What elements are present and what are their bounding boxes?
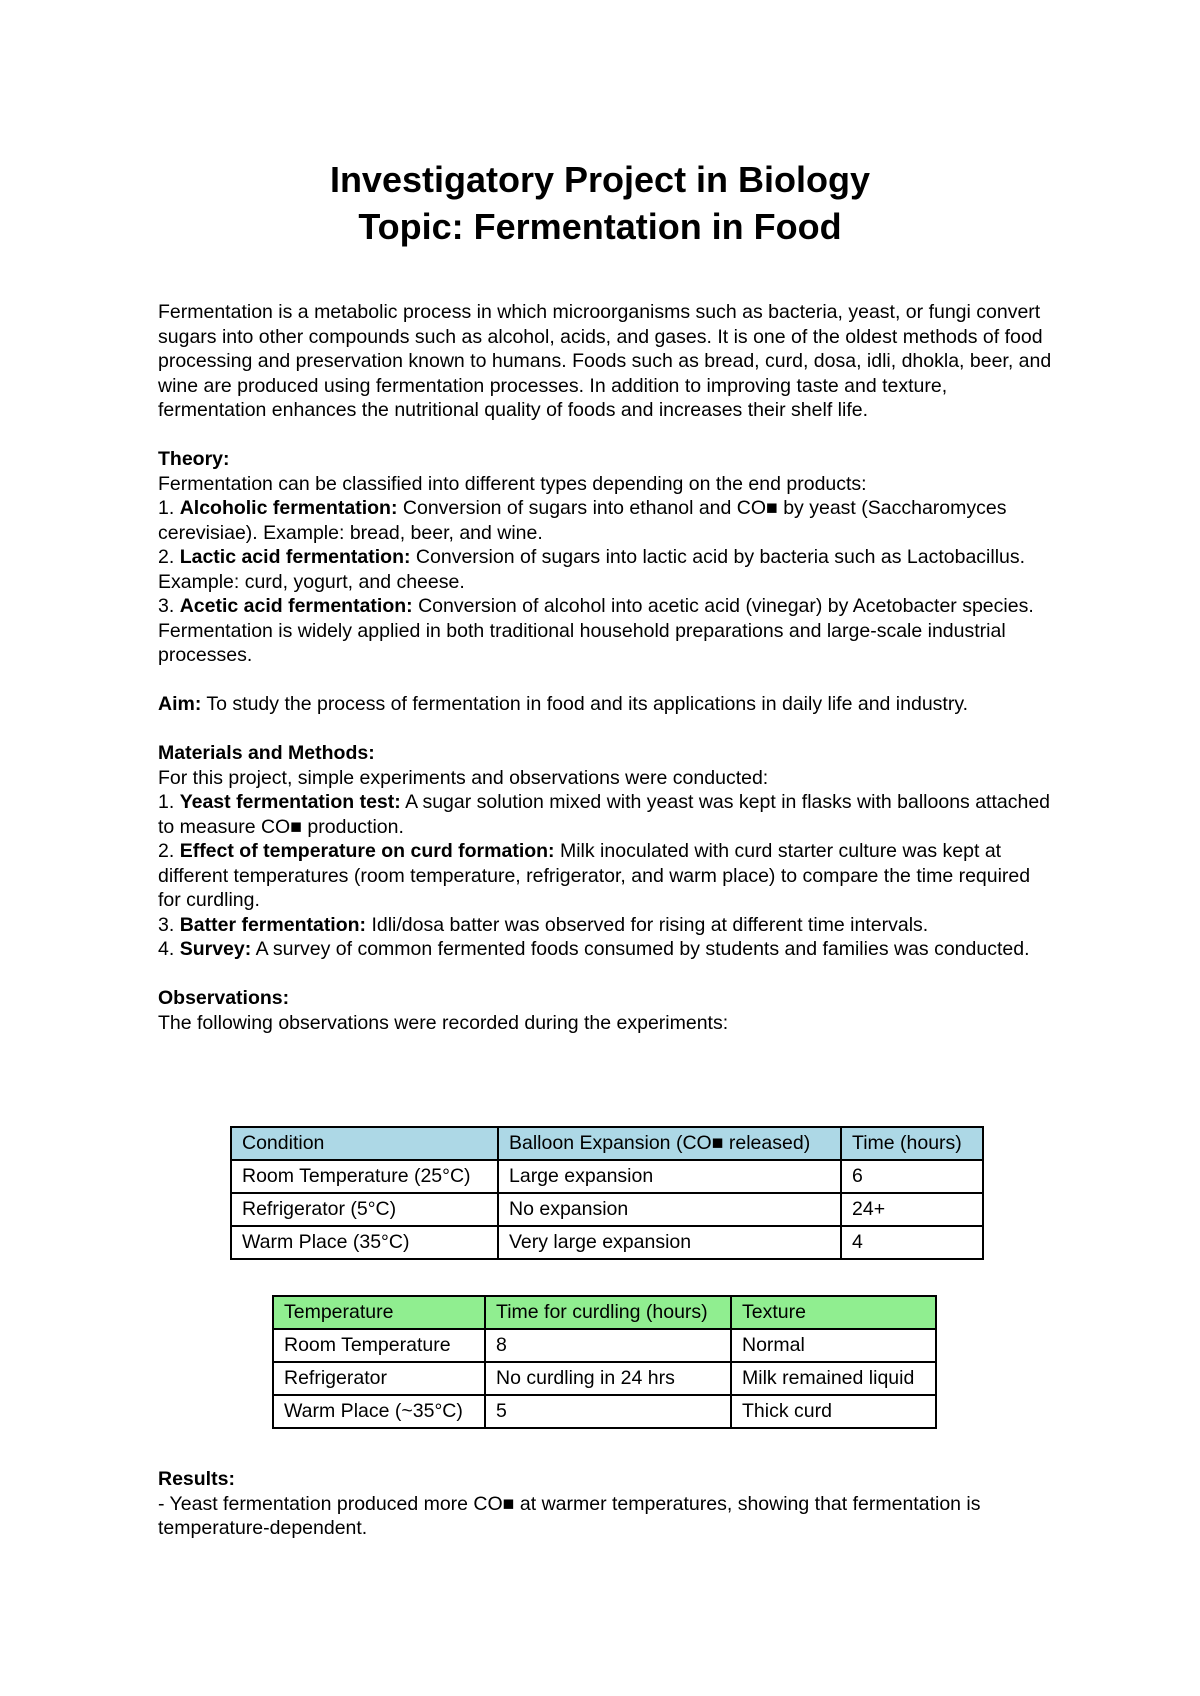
item-term: Effect of temperature on curd formation: — [179, 840, 555, 862]
table-cell: Milk remained liquid — [731, 1362, 936, 1395]
item-number: 3. — [158, 913, 180, 936]
methods-lead: For this project, simple experiments and observations were conducted: — [158, 766, 769, 789]
header-cell: Temperature — [273, 1296, 485, 1329]
methods-item — [158, 839, 1058, 913]
table-cell: 6 — [841, 1160, 983, 1193]
observations-lead: The following observations were recorded during the experiments: — [158, 1011, 729, 1034]
balloon-expansion-table — [230, 1126, 984, 1260]
table-header-row — [231, 1127, 983, 1160]
table-row — [231, 1226, 983, 1259]
item-text: A sugar solution mixed with yeast was kept in flasks with balloons attached to measure CO■ production. — [158, 791, 1051, 838]
theory-item — [158, 496, 1058, 545]
methods-item — [158, 790, 1058, 839]
results-item: - Yeast fermentation produced more CO■ at warmer temperatures, showing that fermentation is temperature-dependent. — [158, 1492, 981, 1539]
item-text: Idli/dosa batter was observed for rising at different time intervals. — [366, 913, 929, 936]
item-term: Acetic acid fermentation: — [179, 595, 413, 617]
table-row — [273, 1395, 936, 1428]
table-cell: 5 — [485, 1395, 731, 1428]
item-number: 2. — [158, 546, 180, 568]
table-cell: 24+ — [841, 1193, 983, 1226]
aim-text: To study the process of fermentation in food and its applications in daily life and industry. — [201, 693, 969, 715]
aim-line — [158, 692, 1058, 717]
header-cell: Balloon Expansion (CO■ released) — [498, 1127, 841, 1160]
theory-lead: Fermentation can be classified into different types depending on the end products: — [158, 472, 867, 495]
theory-heading: Theory: — [158, 448, 230, 470]
aim-label: Aim: — [158, 693, 202, 715]
table-cell: Large expansion — [498, 1160, 841, 1193]
table-cell: Very large expansion — [498, 1226, 841, 1259]
theory-item — [158, 545, 1058, 594]
table-cell: Refrigerator (5°C) — [231, 1193, 498, 1226]
header-cell: Condition — [231, 1127, 498, 1160]
item-term: Alcoholic fermentation: — [179, 497, 398, 519]
item-text: Conversion of sugars into lactic acid by bacteria such as Lactobacillus. Example: curd, yogurt, and cheese. — [158, 546, 1026, 593]
curd-formation-table — [272, 1295, 937, 1429]
table-row — [231, 1160, 983, 1193]
table-cell: Thick curd — [731, 1395, 936, 1428]
results-section — [158, 1467, 1058, 1541]
item-term: Batter fermentation: — [179, 913, 367, 936]
table-row — [273, 1362, 936, 1395]
table-cell: Warm Place (~35°C) — [273, 1395, 485, 1428]
table-cell: 8 — [485, 1329, 731, 1362]
item-number: 1. — [158, 791, 180, 813]
item-term: Survey: — [179, 938, 252, 960]
item-number: 2. — [158, 840, 180, 862]
table-cell: No curdling in 24 hrs — [485, 1362, 731, 1395]
table-cell: Refrigerator — [273, 1362, 485, 1395]
results-heading: Results: — [158, 1468, 235, 1490]
table-cell: No expansion — [498, 1193, 841, 1226]
item-number: 1. — [158, 497, 180, 519]
header-cell: Time for curdling (hours) — [485, 1296, 731, 1329]
table-cell: Room Temperature (25°C) — [231, 1160, 498, 1193]
methods-heading: Materials and Methods: — [158, 742, 375, 764]
item-number: 3. — [158, 595, 180, 617]
methods-item — [158, 913, 1058, 938]
title-line-1: Investigatory Project in Biology — [329, 159, 871, 200]
title-line-2: Topic: Fermentation in Food — [358, 206, 842, 247]
item-term: Lactic acid fermentation: — [179, 546, 411, 568]
table-cell: 4 — [841, 1226, 983, 1259]
document-title — [0, 156, 1200, 250]
item-text: Conversion of alcohol into acetic acid (vinegar) by Acetobacter species. — [412, 595, 1034, 617]
table-cell: Normal — [731, 1329, 936, 1362]
table-cell: Warm Place (35°C) — [231, 1226, 498, 1259]
document-body — [158, 300, 1058, 1035]
header-cell: Time (hours) — [841, 1127, 983, 1160]
theory-closing: Fermentation is widely applied in both traditional household preparations and large-scale industrial processes. — [158, 619, 1006, 666]
table-header-row — [273, 1296, 936, 1329]
methods-item — [158, 937, 1058, 962]
observations-heading: Observations: — [158, 987, 290, 1009]
item-term: Yeast fermentation test: — [179, 791, 401, 813]
table-row — [231, 1193, 983, 1226]
item-text: Conversion of sugars into ethanol and CO■ by yeast (Saccharomyces cerevisiae). Example: bread, beer, and wine. — [158, 497, 1007, 544]
item-number: 4. — [158, 938, 180, 960]
header-cell: Texture — [731, 1296, 936, 1329]
theory-item — [158, 594, 1058, 619]
item-text: A survey of common fermented foods consumed by students and families was conducted. — [251, 938, 1030, 960]
table-row — [273, 1329, 936, 1362]
item-text: Milk inoculated with curd starter culture was kept at different temperatures (room temperature, refrigerator, and warm place) to compare the time required for curdling. — [158, 840, 1031, 911]
table-cell: Room Temperature — [273, 1329, 485, 1362]
intro-paragraph: Fermentation is a metabolic process in which microorganisms such as bacteria, yeast, or fungi convert sugars into other compounds such as alcohol, acids, and gases. It is one of the oldest methods of food processing and preservation known to humans. Foods such as bread, curd, dosa, idli, dhokla, beer, and wine are produced using fermentation processes. In addition to improving taste and texture, fermentation enhances the nutritional quality of foods and increases their shelf life. — [158, 301, 1052, 421]
